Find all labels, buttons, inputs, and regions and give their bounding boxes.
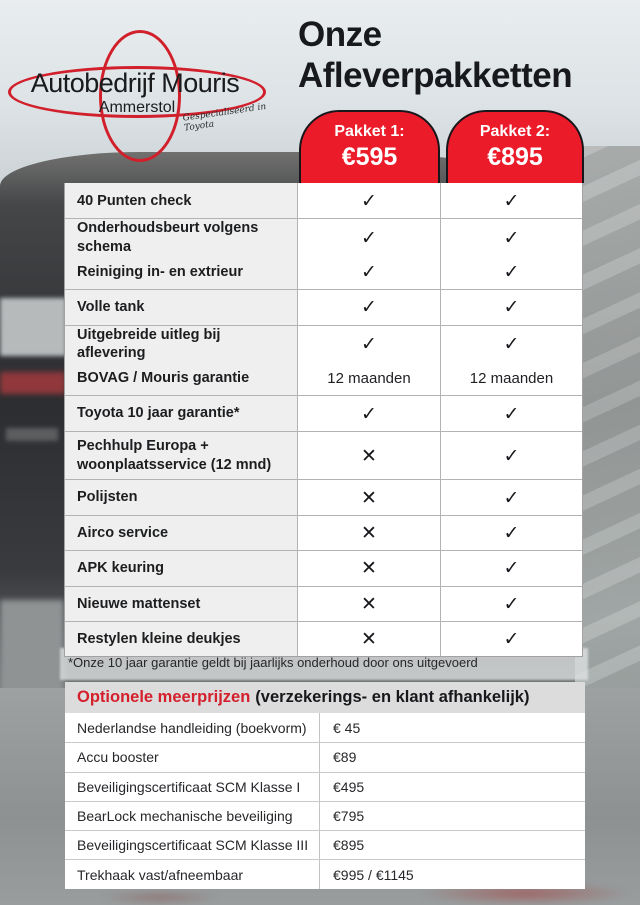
row-label: Reiniging in- en extrieur — [65, 255, 298, 289]
check-icon: ✓ — [441, 326, 582, 362]
check-icon: ✓ — [441, 219, 582, 255]
options-title-red: Optionele meerprijzen — [77, 688, 251, 706]
options-table-header — [65, 682, 585, 713]
check-icon: ✓ — [441, 587, 582, 621]
row-label: Pechhulp Europa + woonplaatsservice (12 mnd) — [65, 432, 298, 480]
table-row — [65, 395, 582, 430]
cross-icon: ✕ — [298, 622, 441, 656]
check-icon: ✓ — [298, 396, 441, 430]
option-label: BearLock mechanische beveiliging — [65, 802, 320, 830]
check-icon: ✓ — [441, 480, 582, 514]
background-red-blur-2 — [100, 890, 220, 905]
background-car-highlight — [0, 298, 66, 356]
check-icon: ✓ — [298, 255, 441, 289]
comparison-table — [64, 183, 583, 657]
check-icon: ✓ — [298, 219, 441, 255]
background-license-plate — [6, 428, 58, 441]
table-row — [65, 859, 585, 888]
table-row — [65, 742, 585, 771]
package-2-label: Pakket 2: — [479, 123, 551, 140]
company-logo — [0, 14, 290, 164]
table-row — [65, 586, 582, 621]
option-label: Nederlandse handleiding (boekvorm) — [65, 713, 320, 742]
table-row — [65, 830, 585, 859]
check-icon: ✓ — [298, 326, 441, 362]
option-label: Beveiligingscertificaat SCM Klasse I — [65, 773, 320, 801]
table-row — [65, 325, 582, 360]
check-icon: ✓ — [441, 551, 582, 585]
check-icon: ✓ — [441, 183, 582, 218]
check-icon: ✓ — [298, 290, 441, 324]
company-city: Ammerstol — [98, 99, 176, 116]
table-row — [65, 289, 582, 324]
option-label: Accu booster — [65, 743, 320, 771]
table-row — [65, 772, 585, 801]
row-label: Onderhoudsbeurt volgens schema — [65, 219, 298, 255]
row-label: Polijsten — [65, 480, 298, 514]
row-label: Restylen kleine deukjes — [65, 622, 298, 656]
option-price: €89 — [333, 749, 357, 766]
option-price: €495 — [333, 778, 365, 795]
table-row — [65, 515, 582, 550]
table-row — [65, 360, 582, 395]
table-row — [65, 183, 582, 218]
page-title-line2: Afleverpakketten — [298, 56, 573, 95]
package-1-value: 12 maanden — [298, 361, 441, 395]
package-1-price: €595 — [341, 143, 398, 171]
table-row — [65, 621, 582, 656]
row-label: Nieuwe mattenset — [65, 587, 298, 621]
table-row — [65, 801, 585, 830]
option-price: € 45 — [333, 719, 361, 736]
table-row — [65, 479, 582, 514]
table-row — [65, 254, 582, 289]
check-icon: ✓ — [441, 396, 582, 430]
company-tagline: Gespecialiseerd in Toyota — [182, 102, 267, 134]
check-icon: ✓ — [441, 290, 582, 324]
check-icon: ✓ — [298, 183, 441, 218]
option-price: €795 — [333, 808, 365, 825]
package-1-label: Pakket 1: — [334, 123, 405, 140]
cross-icon: ✕ — [298, 516, 441, 550]
background-taillight — [0, 372, 66, 394]
cross-icon: ✕ — [298, 551, 441, 585]
page-title — [298, 14, 572, 96]
options-table-body — [65, 713, 585, 889]
row-label: 40 Punten check — [65, 183, 298, 218]
table-row — [65, 431, 582, 480]
row-label: BOVAG / Mouris garantie — [65, 361, 298, 395]
package-2-value: 12 maanden — [441, 361, 582, 395]
cross-icon: ✕ — [298, 480, 441, 514]
check-icon: ✓ — [441, 255, 582, 289]
option-label: Trekhaak vast/afneembaar — [65, 860, 320, 888]
package-2-header — [446, 110, 584, 183]
table-row — [65, 550, 582, 585]
cross-icon: ✕ — [298, 587, 441, 621]
options-table — [65, 682, 585, 889]
table-row — [65, 713, 585, 742]
page-title-line1: Onze — [298, 15, 382, 54]
cross-icon: ✕ — [298, 432, 441, 480]
check-icon: ✓ — [441, 622, 582, 656]
background-ground-left — [0, 600, 64, 700]
option-price: €895 — [333, 837, 365, 854]
guarantee-footnote: *Onze 10 jaar garantie geldt bij jaarlijks onderhoud door ons uitgevoerd — [68, 655, 478, 670]
row-label: Uitgebreide uitleg bij aflevering — [65, 326, 298, 362]
row-label: Volle tank — [65, 290, 298, 324]
company-name: Autobedrijf Mouris — [30, 68, 240, 98]
check-icon: ✓ — [441, 432, 582, 480]
option-price: €995 / €1145 — [333, 866, 414, 883]
option-label: Beveiligingscertificaat SCM Klasse III — [65, 831, 320, 859]
row-label: Toyota 10 jaar garantie* — [65, 396, 298, 430]
package-1-header — [299, 110, 440, 183]
table-row — [65, 218, 582, 253]
row-label: APK keuring — [65, 551, 298, 585]
package-2-price: €895 — [487, 143, 543, 171]
row-label: Airco service — [65, 516, 298, 550]
options-title-black: (verzekerings- en klant afhankelijk) — [255, 688, 530, 706]
check-icon: ✓ — [441, 516, 582, 550]
